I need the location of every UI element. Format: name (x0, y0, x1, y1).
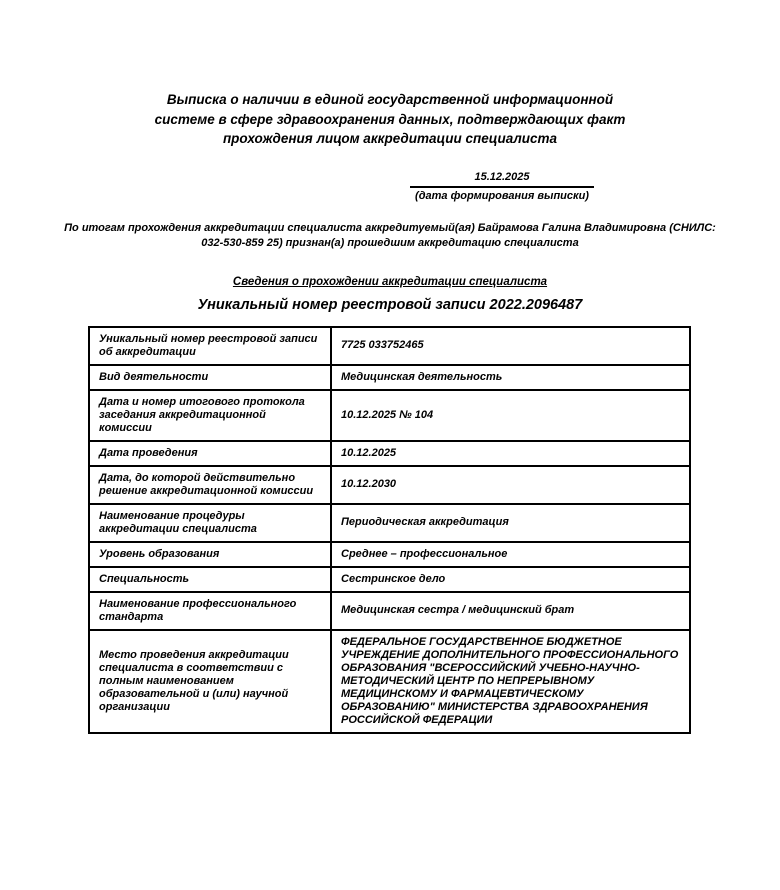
table-row (89, 630, 690, 733)
registry-number-heading: Уникальный номер реестровой записи 2022.2096487 (197, 296, 583, 313)
field-label: Специальность (89, 567, 331, 592)
field-value: Среднее – профессиональное (331, 542, 690, 567)
intro-paragraph (0, 221, 780, 251)
field-label: Наименование процедуры аккредитации специалиста (89, 504, 331, 542)
table-row (89, 466, 690, 504)
field-label: Уровень образования (89, 542, 331, 567)
field-value: Сестринское дело (331, 567, 690, 592)
table-row (89, 327, 690, 365)
field-label: Вид деятельности (89, 365, 331, 390)
table-row (89, 504, 690, 542)
field-value: ФЕДЕРАЛЬНОЕ ГОСУДАРСТВЕННОЕ БЮДЖЕТНОЕ УЧРЕЖДЕНИЕ ДОПОЛНИТЕЛЬНОГО ПРОФЕССИОНАЛЬНОГО ОБРАЗОВАНИЯ "ВСЕРОССИЙСКИЙ УЧЕБНО-НАУЧНО-МЕТОДИЧЕСКИЙ ЦЕНТР ПО НЕПРЕРЫВНОМУ МЕДИЦИНСКОМУ И ФАРМАЦЕВТИЧЕСКОМУ ОБРАЗОВАНИЮ" МИНИСТЕРСТВА ЗДРАВООХРАНЕНИЯ РОССИЙСКОЙ ФЕДЕРАЦИИ (331, 630, 690, 733)
field-value: 7725 033752465 (331, 327, 690, 365)
field-value: 10.12.2025 (331, 441, 690, 466)
intro-line: 032-530-859 25) признан(а) прошедшим аккредитацию специалиста (201, 236, 579, 249)
issue-date-caption: (дата формирования выписки) (415, 189, 589, 202)
field-value: Медицинская деятельность (331, 365, 690, 390)
accreditation-details-table (88, 326, 691, 734)
document-title-line: Выписка о наличии в единой государственной информационной (166, 92, 614, 107)
document-title-line: прохождения лицом аккредитации специалиста (222, 131, 558, 146)
table-row (89, 441, 690, 466)
table-row (89, 365, 690, 390)
document-title-line: системе в сфере здравоохранения данных, подтверждающих факт (154, 111, 626, 127)
field-label: Наименование профессионального стандарта (89, 592, 331, 630)
issue-date-block (410, 171, 594, 202)
field-label: Уникальный номер реестровой записи об аккредитации (89, 327, 331, 365)
field-label: Дата проведения (89, 441, 331, 466)
field-label: Дата, до которой действительно решение аккредитационной комиссии (89, 466, 331, 504)
field-label: Место проведения аккредитации специалиста в соответствии с полным наименованием образовательной и (или) научной организации (89, 630, 331, 733)
document-title (0, 0, 780, 149)
field-value: Периодическая аккредитация (331, 504, 690, 542)
field-value: Медицинская сестра / медицинский брат (331, 592, 690, 630)
issue-date-value: 15.12.2025 (410, 171, 594, 188)
intro-line: По итогам прохождения аккредитации специалиста аккредитуемый(ая) Байрамова Галина Владимировна (СНИЛС: (64, 221, 716, 234)
table-row (89, 567, 690, 592)
section-heading: Сведения о прохождении аккредитации специалиста (232, 275, 548, 288)
table-row (89, 542, 690, 567)
field-value: 10.12.2025 № 104 (331, 390, 690, 441)
field-label: Дата и номер итогового протокола заседания аккредитационной комиссии (89, 390, 331, 441)
field-value: 10.12.2030 (331, 466, 690, 504)
table-row (89, 592, 690, 630)
table-row (89, 390, 690, 441)
